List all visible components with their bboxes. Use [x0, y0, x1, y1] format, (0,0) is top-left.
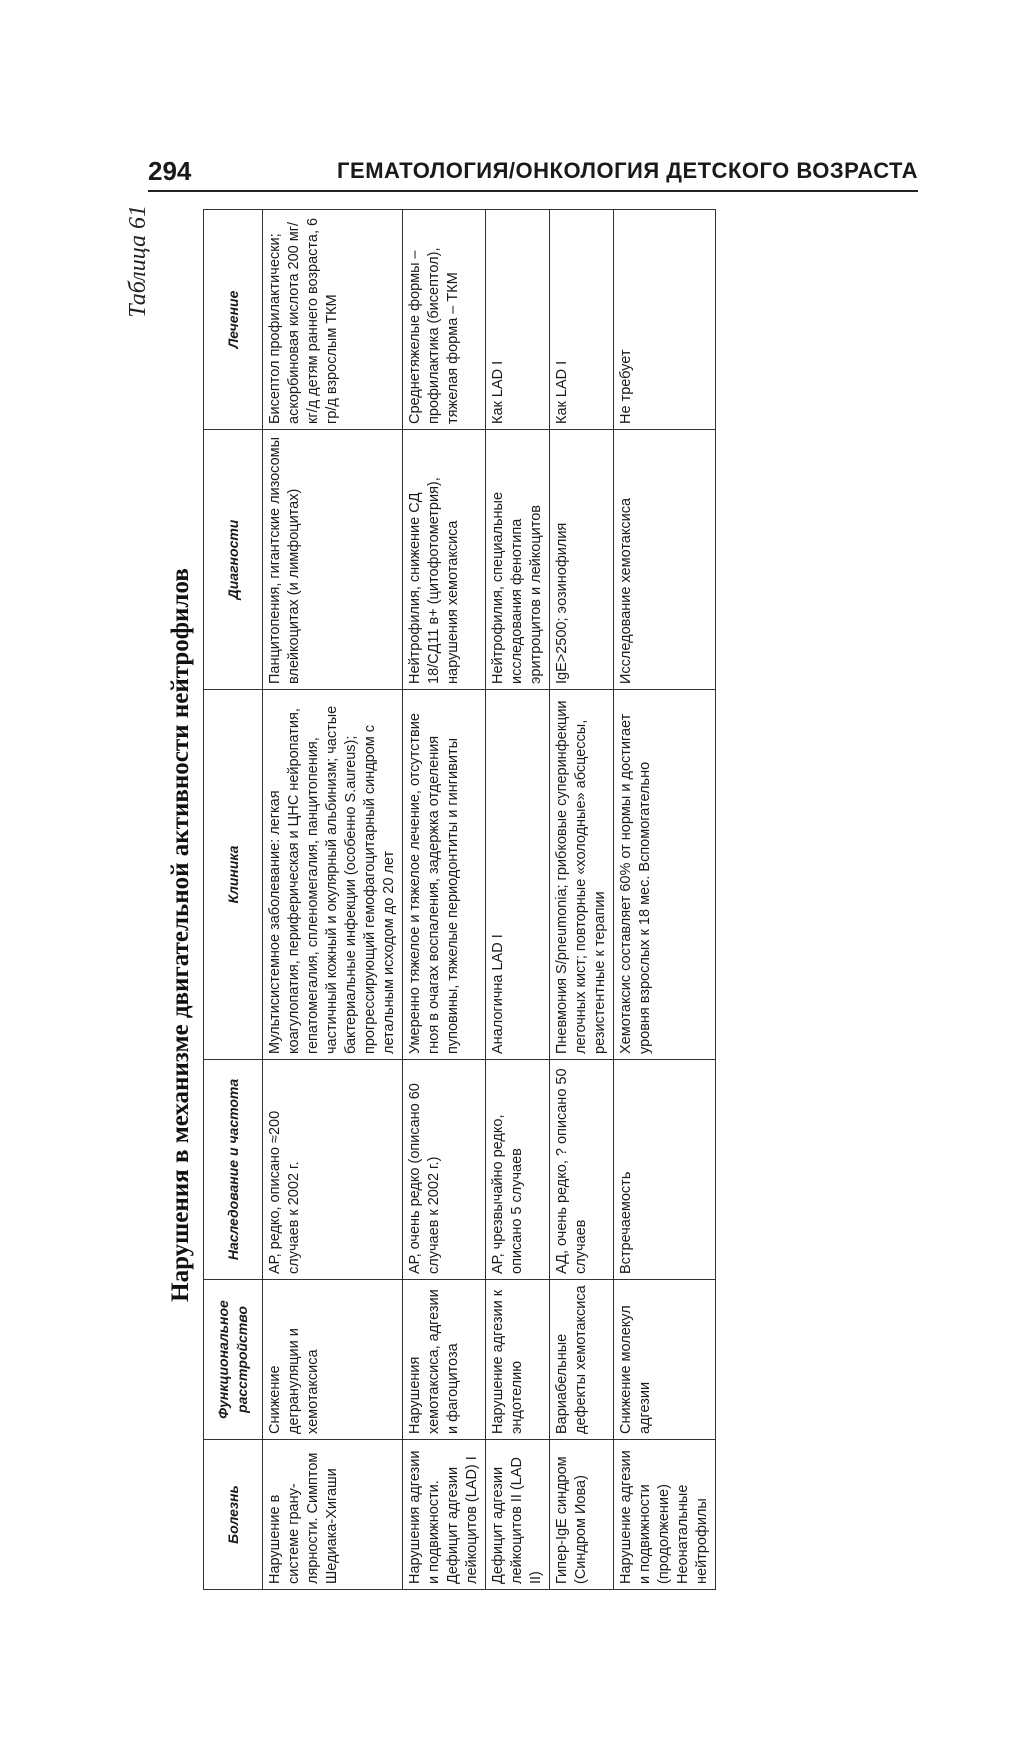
cell-treatment: Среднетяжелые формы – профилактика (бисептол), тяжелая форма – ТКМ [403, 210, 486, 430]
cell-diagnosis: IgE>2500; эозинофилия [550, 430, 614, 690]
cell-disease: Нарушение в системе грану-лярности. Симптом Шедиака-Хигаши [263, 1440, 403, 1590]
column-header: Функциональное расстройство [204, 1280, 263, 1440]
cell-disease: Дефицит адгезии лейкоцитов II (LAD II) [486, 1440, 550, 1590]
column-header: Лечение [204, 210, 263, 430]
running-title: ГЕМАТОЛОГИЯ/ОНКОЛОГИЯ ДЕТСКОГО ВОЗРАСТА [337, 158, 918, 183]
table-header-row [204, 210, 263, 1590]
cell-disease: Гипер-IgE синдром (Синдром Иова) [550, 1440, 614, 1590]
cell-treatment: Бисептол профилактически; аскорбиновая кислота 200 мг/кг/д детям раннего возраста, 6 гр/д взрослым ТКМ [263, 210, 403, 430]
column-header: Клиника [204, 690, 263, 1060]
cell-treatment: Не требует [614, 210, 716, 430]
cell-treatment: Как LAD I [486, 210, 550, 430]
cell-treatment: Как LAD I [550, 210, 614, 430]
cell-clinic: Умеренно тяжелое и тяжелое лечение, отсутствие гноя в очагах воспаления, задержка отделения пуповины, тяжелые периодонтиты и гингивиты [403, 690, 486, 1060]
table-row [486, 210, 550, 1590]
cell-disorder: Нарушения хемотаксиса, адгезии и фагоцитоза [403, 1280, 486, 1440]
data-table [203, 209, 716, 1590]
rotated-table-block [125, 180, 905, 1740]
cell-inheritance: Встречаемость [614, 1060, 716, 1280]
cell-disease: Нарушения адгезии и подвижности. Дефицит адгезии лейкоцитов (LAD) I [403, 1440, 486, 1590]
column-header: Болезнь [204, 1440, 263, 1590]
cell-disorder: Вариабельные дефекты хемотаксиса [550, 1280, 614, 1440]
cell-disorder: Нарушение адгезии к эндотелию [486, 1280, 550, 1440]
cell-clinic: Хемотаксис составляет 60% от нормы и достигает уровня взрослых к 18 мес. Вспомогательно [614, 690, 716, 1060]
cell-clinic: Мультисистемное заболевание: легкая коагулопатия, периферическая и ЦНС нейропатия, гепатомегалия, спленомегалия, панцитопения, частичный кожный и окулярный альбинизм; частые бактериальные инфекции (особенно S.aureus); прогрессирующий гемофагоцитарный синдром с летальным исходом до 20 лет [263, 690, 403, 1060]
cell-diagnosis: Нейтрофилия, специальные исследования фенотипа эритроцитов и лейкоцитов [486, 430, 550, 690]
cell-disorder: Снижение дегрануляции и хемотаксиса [263, 1280, 403, 1440]
column-header: Наследование и частота [204, 1060, 263, 1280]
table-row [550, 210, 614, 1590]
cell-disorder: Снижение молекул адгезии [614, 1280, 716, 1440]
table-caption: Нарушения в механизме двигательной активности нейтрофилов [167, 568, 194, 1302]
cell-inheritance: АР, очень редко (описано 60 случаев к 2002 г.) [403, 1060, 486, 1280]
table-row [263, 210, 403, 1590]
cell-disease: Нарушение адгезии и подвижности (продолжение) Неонатальные нейтрофилы [614, 1440, 716, 1590]
table-row [614, 210, 716, 1590]
table-row [403, 210, 486, 1590]
page-number: 294 [148, 156, 192, 186]
cell-diagnosis: Нейтрофилия, снижение CД 18/CД11 в+ (цитофотометрия), нарушения хемотаксиса [403, 430, 486, 690]
cell-inheritance: АД, очень редко, ? описано 50 случаев [550, 1060, 614, 1280]
cell-clinic: Аналогична LAD I [486, 690, 550, 1060]
cell-clinic: Пневмония S/pneumonia; грибковые суперинфекции легочных кист; повторные «холодные» абсцессы, резистентные к терапии [550, 690, 614, 1060]
cell-diagnosis: Исследование хемотаксиса [614, 430, 716, 690]
cell-diagnosis: Панцитопения, гигантские лизосомы влейкоцитах (и лимфоцитах) [263, 430, 403, 690]
cell-inheritance: АР, редко, описано ≈200 случаев к 2002 г. [263, 1060, 403, 1280]
column-header: Диагности [204, 430, 263, 690]
table-label: Таблица 61 [125, 205, 151, 318]
cell-inheritance: АР, чрезвычайно редко, описано 5 случаев [486, 1060, 550, 1280]
